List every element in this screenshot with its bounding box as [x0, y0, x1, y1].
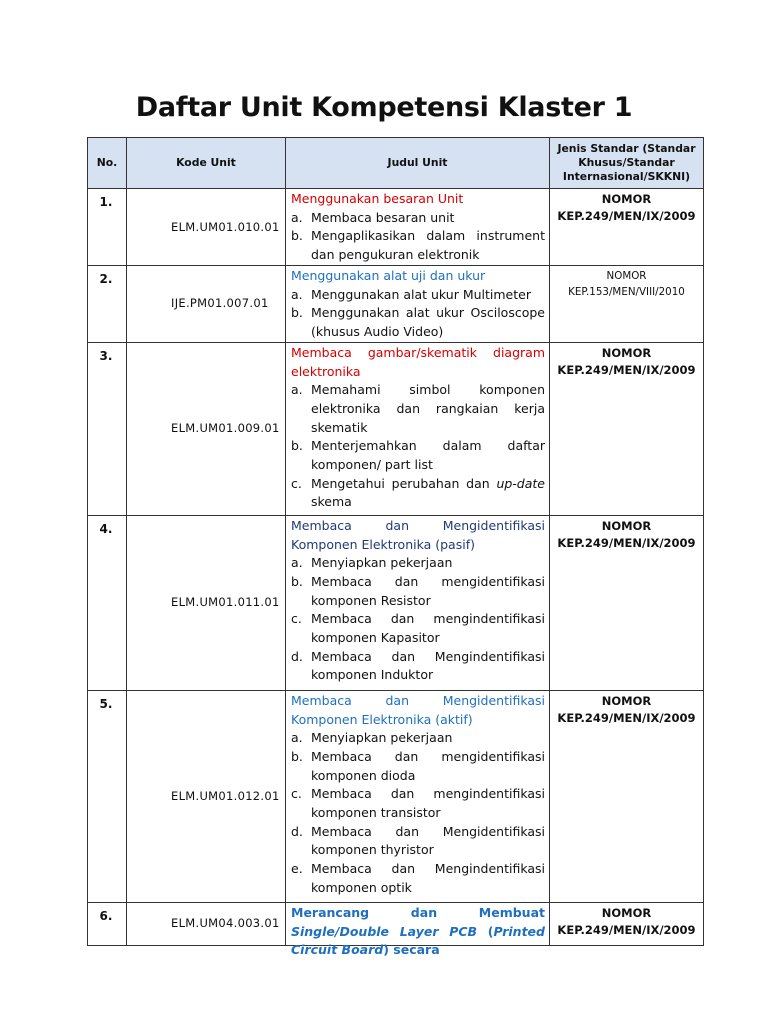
- standard-cell: [550, 189, 704, 266]
- table-header-row: [88, 138, 704, 189]
- item-letter: a.: [291, 286, 303, 302]
- item-text: Menggunakan alat ukur Osciloscope (khusus Audio Video): [311, 305, 545, 339]
- row-number: 6.: [88, 902, 127, 945]
- item-text: Membaca dan mengidentifikasi komponen dioda: [311, 748, 545, 783]
- unit-title: Menggunakan alat uji dan ukur: [291, 267, 486, 283]
- competency-table: [87, 137, 704, 958]
- unit-title-cell: [286, 189, 550, 266]
- list-item: [291, 860, 545, 897]
- list-item: [291, 748, 545, 785]
- list-item: [291, 286, 545, 305]
- standard-label: NOMOR: [601, 905, 652, 920]
- item-text: Membaca dan Mengindentifikasi komponen optik: [311, 861, 545, 895]
- item-letter: a.: [291, 209, 303, 225]
- standard-number: KEP.249/MEN/IX/2009: [557, 922, 696, 937]
- unit-title-cell: [286, 265, 550, 342]
- item-letter: c.: [291, 475, 302, 491]
- table-row: [88, 189, 704, 266]
- standard-number: KEP.249/MEN/IX/2009: [557, 209, 696, 223]
- list-item: [291, 437, 545, 474]
- unit-title: Merancang dan Membuat Single/Double Layer PCB (Printed Circuit Board) secara: [291, 904, 545, 958]
- item-letter: e.: [291, 861, 303, 877]
- list-item: [291, 610, 545, 647]
- unit-title-cell: [286, 690, 550, 902]
- item-letter: d.: [291, 648, 303, 664]
- list-item: [291, 381, 545, 437]
- standard-cell: [550, 342, 704, 515]
- unit-code: ELM.UM01.011.01: [127, 515, 286, 690]
- standard-label: NOMOR: [606, 269, 647, 282]
- item-letter: b.: [291, 228, 303, 244]
- item-text: Membaca dan Mengidentifikasi komponen thyristor: [311, 823, 545, 858]
- item-letter: d.: [291, 823, 303, 839]
- item-text: Membaca dan mengindentifikasi komponen transistor: [311, 786, 545, 821]
- unit-code: ELM.UM01.009.01: [127, 342, 286, 515]
- unit-title: Membaca gambar/skematik diagram elektronika: [291, 344, 545, 379]
- row-number: 1.: [88, 189, 127, 266]
- header-kode-unit: Kode Unit: [127, 138, 286, 189]
- table-row: [88, 690, 704, 902]
- table-row: [88, 265, 704, 342]
- unit-title: Menggunakan besaran Unit: [291, 191, 464, 206]
- item-text: Membaca dan mengindentifikasi komponen Kapasitor: [311, 611, 545, 646]
- unit-title-cell: [286, 342, 550, 515]
- unit-title-cell: [286, 902, 550, 958]
- table-row: [88, 902, 704, 945]
- row-number: 4.: [88, 515, 127, 690]
- header-judul-unit: Judul Unit: [286, 138, 550, 189]
- standard-number: KEP.153/MEN/VIII/2010: [568, 285, 685, 298]
- row-number: 3.: [88, 342, 127, 515]
- list-item: [291, 304, 545, 341]
- list-item: [291, 823, 545, 860]
- standard-number: KEP.249/MEN/IX/2009: [557, 362, 696, 377]
- unit-title: Membaca dan Mengidentifikasi Komponen Elektronika (aktif): [291, 692, 545, 727]
- standard-number: KEP.249/MEN/IX/2009: [557, 710, 696, 725]
- standard-label: NOMOR: [601, 192, 652, 206]
- page-title: Daftar Unit Kompetensi Klaster 1: [135, 92, 633, 123]
- standard-cell: [550, 515, 704, 690]
- list-item: [291, 475, 545, 512]
- item-text: Menyiapkan pekerjaan: [311, 555, 453, 571]
- standard-cell: [550, 690, 704, 902]
- item-text: Menyiapkan pekerjaan: [311, 730, 453, 746]
- standard-cell: [550, 902, 704, 945]
- item-text: Menterjemahkan dalam daftar komponen/ part list: [311, 438, 545, 473]
- list-item: [291, 648, 545, 685]
- item-letter: b.: [291, 305, 303, 321]
- item-text: Membaca dan Mengindentifikasi komponen Induktor: [311, 648, 545, 683]
- header-jenis-standar: Jenis Standar (Standar Khusus/Standar Internasional/SKKNI): [550, 138, 704, 189]
- unit-title-cell: [286, 515, 550, 690]
- item-text: Mengetahui perubahan dan up-date skema: [311, 475, 545, 510]
- row-number: 5.: [88, 690, 127, 902]
- list-item: [291, 785, 545, 822]
- list-item: [291, 729, 545, 748]
- unit-code: ELM.UM04.003.01: [127, 902, 286, 945]
- standard-label: NOMOR: [601, 345, 652, 360]
- item-text: Membaca dan mengidentifikasi komponen Resistor: [311, 573, 545, 608]
- list-item: [291, 554, 545, 573]
- unit-code: ELM.UM01.012.01: [127, 690, 286, 902]
- item-letter: a.: [291, 555, 303, 571]
- table-row: [88, 515, 704, 690]
- standard-label: NOMOR: [601, 693, 652, 708]
- item-letter: c.: [291, 786, 302, 802]
- item-letter: b.: [291, 748, 303, 764]
- item-letter: a.: [291, 730, 303, 746]
- unit-title: Membaca dan Mengidentifikasi Komponen Elektronika (pasif): [291, 517, 545, 552]
- unit-code: ELM.UM01.010.01: [127, 189, 286, 266]
- standard-label: NOMOR: [601, 518, 652, 533]
- item-letter: b.: [291, 573, 303, 589]
- item-text: Menggunakan alat ukur Multimeter: [311, 286, 531, 302]
- item-text: Memahami simbol komponen elektronika dan rangkaian kerja skematik: [311, 382, 545, 435]
- item-letter: c.: [291, 611, 302, 627]
- item-letter: b.: [291, 438, 303, 454]
- standard-number: KEP.249/MEN/IX/2009: [557, 535, 696, 550]
- standard-cell: [550, 265, 704, 342]
- table-row: [88, 342, 704, 515]
- row-number: 2.: [88, 265, 127, 342]
- list-item: [291, 209, 545, 228]
- header-no: No.: [88, 138, 127, 189]
- item-text: Membaca besaran unit: [311, 209, 455, 225]
- item-text: Mengaplikasikan dalam instrument dan pengukuran elektronik: [311, 228, 545, 263]
- unit-code: IJE.PM01.007.01: [127, 265, 286, 342]
- item-letter: a.: [291, 382, 303, 398]
- list-item: [291, 227, 545, 264]
- list-item: [291, 573, 545, 610]
